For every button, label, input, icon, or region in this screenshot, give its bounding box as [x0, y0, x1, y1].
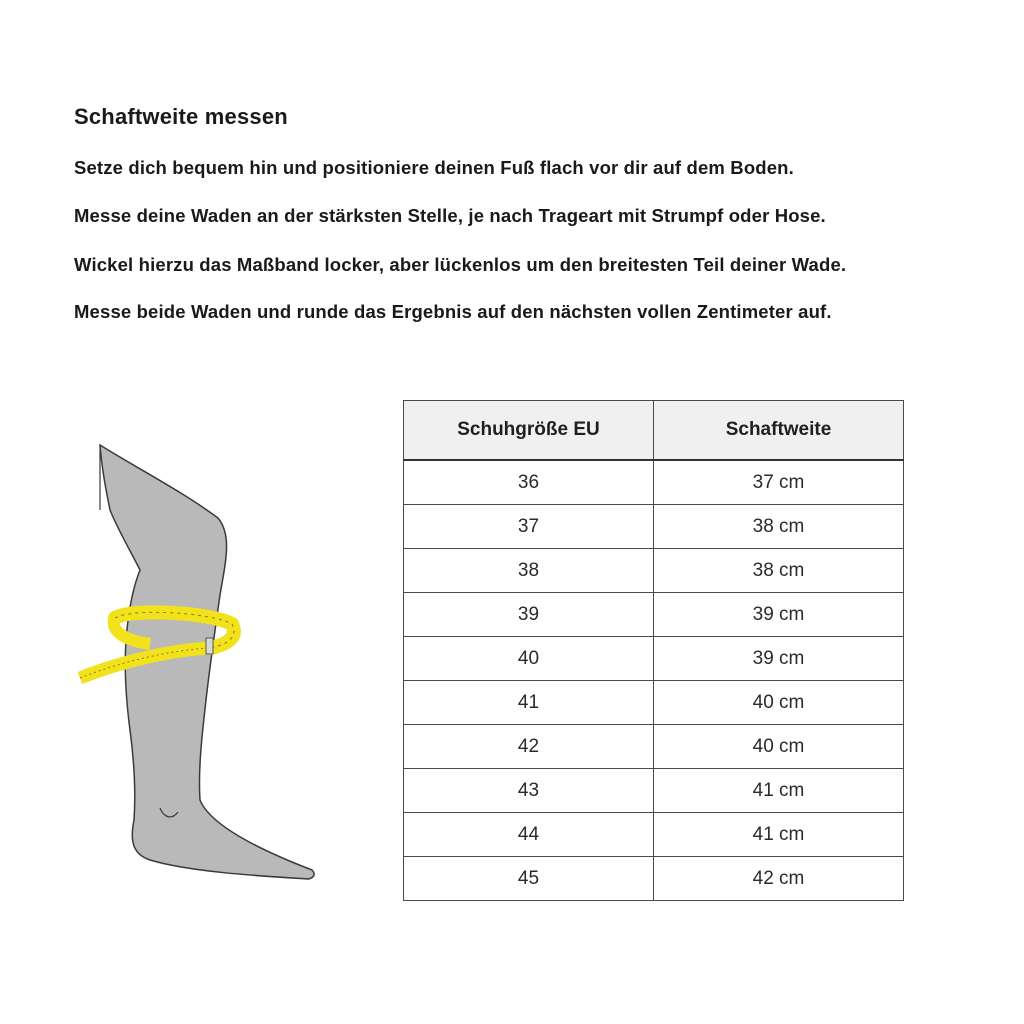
header-shaft-width: Schaftweite: [654, 401, 904, 461]
cell-shoe-size: 36: [404, 460, 654, 505]
instruction-3: Wickel hierzu das Maßband locker, aber lückenlos um den breitesten Teil deiner Wade.: [74, 254, 847, 275]
cell-shoe-size: 39: [404, 593, 654, 637]
cell-shaft-width: 40 cm: [654, 725, 904, 769]
tape-buckle: [206, 638, 213, 654]
cell-shaft-width: 40 cm: [654, 681, 904, 725]
cell-shaft-width: 37 cm: [654, 460, 904, 505]
table-row: [404, 857, 904, 901]
instruction-1: Setze dich bequem hin und positioniere deinen Fuß flach vor dir auf dem Boden.: [74, 157, 794, 178]
page-title: Schaftweite messen: [74, 104, 288, 129]
cell-shaft-width: 41 cm: [654, 813, 904, 857]
cell-shoe-size: 38: [404, 549, 654, 593]
table-row: [404, 769, 904, 813]
table-row: [404, 460, 904, 505]
table-row: [404, 637, 904, 681]
cell-shoe-size: 42: [404, 725, 654, 769]
cell-shaft-width: 41 cm: [654, 769, 904, 813]
cell-shaft-width: 39 cm: [654, 637, 904, 681]
instruction-2: Messe deine Waden an der stärksten Stelle, je nach Trageart mit Strumpf oder Hose.: [74, 205, 826, 226]
leg-with-measuring-tape-icon: [60, 430, 340, 890]
cell-shaft-width: 39 cm: [654, 593, 904, 637]
leg-illustration: [60, 430, 340, 890]
size-table: [403, 400, 904, 901]
cell-shoe-size: 41: [404, 681, 654, 725]
table-row: [404, 505, 904, 549]
cell-shoe-size: 37: [404, 505, 654, 549]
cell-shoe-size: 43: [404, 769, 654, 813]
cell-shoe-size: 44: [404, 813, 654, 857]
cell-shoe-size: 45: [404, 857, 654, 901]
table-row: [404, 681, 904, 725]
header-shoe-size: Schuhgröße EU: [404, 401, 654, 461]
cell-shaft-width: 38 cm: [654, 549, 904, 593]
cell-shaft-width: 42 cm: [654, 857, 904, 901]
table-row: [404, 593, 904, 637]
table-row: [404, 549, 904, 593]
cell-shoe-size: 40: [404, 637, 654, 681]
table-row: [404, 813, 904, 857]
table-header-row: [404, 401, 904, 461]
instruction-4: Messe beide Waden und runde das Ergebnis auf den nächsten vollen Zentimeter auf.: [74, 301, 832, 322]
table-row: [404, 725, 904, 769]
cell-shaft-width: 38 cm: [654, 505, 904, 549]
